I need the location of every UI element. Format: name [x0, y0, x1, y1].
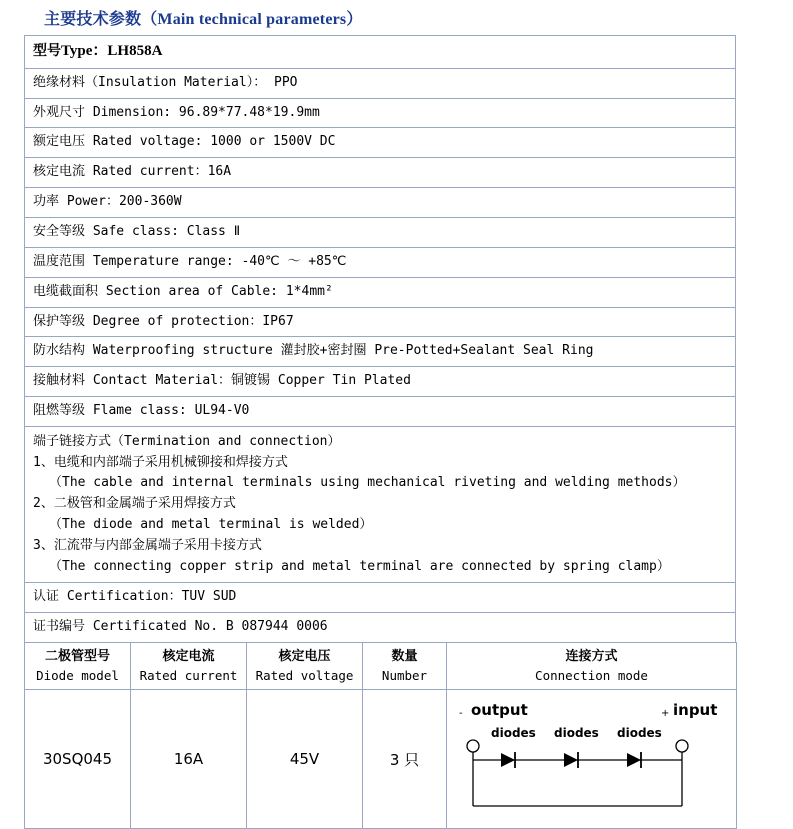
diode-header-rated-voltage-en: Rated voltage	[255, 667, 354, 683]
model-value: LH858A	[107, 43, 163, 59]
diode-label-1: diodes	[491, 726, 536, 741]
diode-header-rated-current-cn: 核定电流	[162, 649, 215, 665]
termination-line-1-en: （The cable and internal terminals using mechanical riveting and welding methods）	[49, 475, 686, 491]
spec-cell-temperature-range: 温度范围 Temperature range: -40℃ ～ +85℃	[25, 247, 736, 277]
specification-table-body	[25, 36, 736, 643]
diode-table-header-row	[25, 643, 737, 690]
table-row	[25, 277, 736, 307]
spec-cell-contact-material: 接触材料 Contact Material：铜镀锡 Copper Tin Plated	[25, 367, 736, 397]
table-row	[25, 247, 736, 277]
table-row	[25, 583, 736, 613]
diode-value-model: 30SQ045	[25, 690, 131, 829]
table-row-termination	[25, 426, 736, 583]
diode-value-rated-voltage: 45V	[247, 690, 363, 829]
input-label: input	[673, 701, 718, 720]
model-label-cn: 型号	[33, 43, 61, 59]
model-label-en: Type	[61, 43, 93, 59]
diode-header-rated-current-en: Rated current	[139, 667, 238, 683]
termination-block	[33, 432, 727, 578]
diode-header-rated-voltage-cn: 核定电压	[278, 649, 331, 665]
connection-diagram-cell	[447, 690, 737, 829]
spec-cell-insulation-material: 绝缘材料（Insulation Material）： PPO	[25, 68, 736, 98]
spec-cell-certificate-no: 证书编号 Certificated No. B 087944 0006	[25, 613, 736, 643]
termination-heading: 端子链接方式（Termination and connection）	[33, 433, 341, 449]
termination-line-2: 2、二极管和金属端子采用焊接方式	[33, 496, 236, 512]
diode-header-model-en: Diode model	[36, 667, 119, 683]
diode-circuit-svg	[449, 694, 739, 824]
diode-header-connection-mode-cn: 连接方式	[565, 649, 618, 665]
output-terminal-icon	[467, 740, 479, 752]
table-row	[25, 367, 736, 397]
termination-line-1: 1、电缆和内部端子采用机械铆接和焊接方式	[33, 454, 288, 470]
model-separator: ：	[92, 43, 108, 59]
connection-diagram	[449, 694, 734, 824]
diode-header-rated-current	[131, 643, 247, 690]
diode-label-2: diodes	[554, 726, 599, 741]
spec-cell-dimension: 外观尺寸 Dimension: 96.89*77.48*19.9mm	[25, 98, 736, 128]
table-row	[25, 188, 736, 218]
spec-cell-cable-section-area: 电缆截面积 Section area of Cable: 1*4mm²	[25, 277, 736, 307]
diode-header-connection-mode	[447, 643, 737, 690]
diode-header-number-en: Number	[381, 667, 428, 683]
spec-cell-degree-of-protection: 保护等级 Degree of protection：IP67	[25, 307, 736, 337]
specification-table	[24, 35, 736, 643]
diode-table-body	[25, 643, 737, 829]
spec-cell-certification: 认证 Certification：TUV SUD	[25, 583, 736, 613]
diode-header-number	[363, 643, 447, 690]
diode-header-rated-voltage	[247, 643, 363, 690]
table-row	[25, 397, 736, 427]
diode-value-number: 3 只	[363, 690, 447, 829]
model-cell	[25, 36, 736, 69]
table-row-model	[25, 36, 736, 69]
output-sign: -	[459, 708, 463, 720]
table-row	[25, 68, 736, 98]
table-row	[25, 217, 736, 247]
termination-line-3: 3、汇流带与内部金属端子采用卡接方式	[33, 537, 262, 553]
termination-line-2-en: （The diode and metal terminal is welded）	[49, 517, 373, 533]
spec-cell-termination	[25, 426, 736, 583]
spec-cell-flame-class: 阻燃等级 Flame class: UL94-V0	[25, 397, 736, 427]
diode-label-3: diodes	[617, 726, 662, 741]
diode-value-rated-current: 16A	[131, 690, 247, 829]
termination-line-3-en: （The connecting copper strip and metal terminal are connected by spring clamp）	[49, 558, 670, 574]
table-row	[25, 613, 736, 643]
diode-header-connection-mode-en: Connection mode	[535, 667, 648, 683]
table-row	[25, 337, 736, 367]
table-row	[25, 98, 736, 128]
spec-cell-power: 功率 Power：200-360W	[25, 188, 736, 218]
diode-header-model-cn: 二极管型号	[44, 649, 110, 665]
diode-header-model	[25, 643, 131, 690]
input-sign: +	[661, 708, 670, 720]
diode-table	[24, 642, 737, 829]
table-row	[25, 307, 736, 337]
diode-header-number-cn: 数量	[391, 649, 418, 665]
spec-cell-safe-class: 安全等级 Safe class: Class Ⅱ	[25, 217, 736, 247]
table-row	[25, 158, 736, 188]
table-row	[25, 128, 736, 158]
page-title: 主要技术参数（Main technical parameters）	[44, 11, 363, 28]
input-terminal-icon	[676, 740, 688, 752]
spec-cell-waterproofing-structure: 防水结构 Waterproofing structure 灌封胶+密封圈 Pre-Potted+Sealant Seal Ring	[25, 337, 736, 367]
spec-cell-rated-voltage: 额定电压 Rated voltage: 1000 or 1500V DC	[25, 128, 736, 158]
diode-table-data-row	[25, 690, 737, 829]
output-label: output	[471, 701, 528, 720]
spec-cell-rated-current: 核定电流 Rated current：16A	[25, 158, 736, 188]
